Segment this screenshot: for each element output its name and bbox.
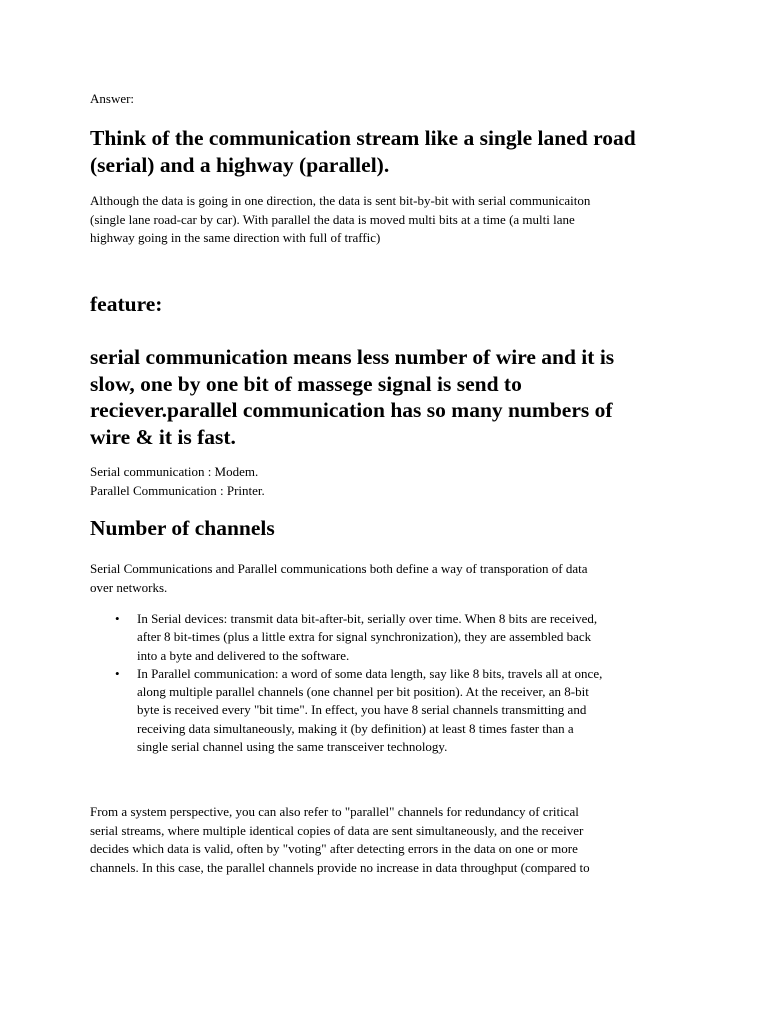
- heading-serial-line-1: serial communication means less number of wire and it is: [90, 345, 615, 369]
- bullet-2-line-3: byte is received every "bit time". In effect, you have 8 serial channels transmitting and: [137, 702, 587, 718]
- heading-main-line-2: (serial) and a highway (parallel).: [90, 152, 390, 177]
- answer-label: Answer:: [90, 91, 135, 106]
- bullet-1-line-2: after 8 bit-times (plus a little extra for signal synchronization), they are assembled back: [137, 629, 592, 645]
- networks-line-2: over networks.: [90, 579, 168, 595]
- system-paragraph: [90, 803, 680, 877]
- bullet-1-line-1: In Serial devices: transmit data bit-after-bit, serially over time. When 8 bits are received,: [137, 611, 598, 626]
- heading-serial-line-3: reciever.parallel communication has so many numbers of: [90, 398, 613, 422]
- example-serial: Serial communication : Modem.: [90, 464, 259, 479]
- system-line-3: decides which data is valid, often by "voting" after detecting errors in the data on one or more: [90, 841, 578, 856]
- heading-main: [90, 125, 690, 178]
- example-parallel: Parallel Communication : Printer.: [90, 482, 265, 498]
- intro-paragraph: [90, 192, 680, 248]
- bullet-2-line-2: along multiple parallel channels (one channel per bit position). At the receiver, an 8-bit: [137, 684, 589, 700]
- networks-paragraph: [90, 560, 680, 597]
- system-line-2: serial streams, where multiple identical copies of data are sent simultaneously, and the receiver: [90, 822, 584, 838]
- heading-main-line-1: Think of the communication stream like a single laned road: [90, 126, 636, 150]
- bullet-icon: •: [115, 665, 120, 681]
- bullet-icon: •: [115, 611, 120, 626]
- heading-feature: feature:: [90, 292, 163, 316]
- list-item: [90, 610, 690, 665]
- intro-line-2: (single lane road-car by car). With parallel the data is moved multi bits at a time (a multi lane: [90, 211, 575, 227]
- bullet-2-line-4: receiving data simultaneously, making it (by definition) at least 8 times faster than a: [137, 720, 574, 736]
- bullet-2-line-5: single serial channel using the same transceiver technology.: [137, 739, 448, 755]
- bullet-1-line-3: into a byte and delivered to the software.: [137, 647, 350, 663]
- system-line-4: channels. In this case, the parallel channels provide no increase in data throughput (compared to: [90, 859, 590, 875]
- system-line-1: From a system perspective, you can also refer to "parallel" channels for redundancy of critical: [90, 804, 579, 819]
- intro-line-3: highway going in the same direction with full of traffic): [90, 230, 381, 245]
- networks-line-1: Serial Communications and Parallel communications both define a way of transporation of data: [90, 561, 588, 576]
- heading-channels: Number of channels: [90, 516, 275, 540]
- bullet-2-line-1: In Parallel communication: a word of some data length, say like 8 bits, travels all at once,: [137, 665, 603, 681]
- list-item: [90, 665, 690, 756]
- heading-serial-vs-parallel: [90, 344, 650, 450]
- examples-paragraph: [90, 463, 680, 500]
- heading-serial-line-2: slow, one by one bit of massege signal is send to: [90, 371, 522, 396]
- bullet-list: [90, 610, 690, 756]
- heading-serial-line-4: wire & it is fast.: [90, 424, 236, 449]
- intro-line-1: Although the data is going in one direction, the data is sent bit-by-bit with serial communicaiton: [90, 193, 591, 208]
